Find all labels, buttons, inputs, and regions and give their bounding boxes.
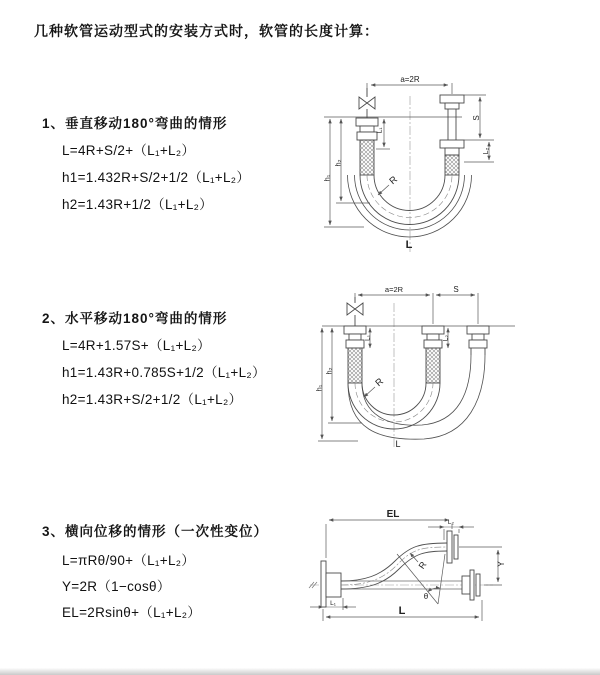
dimension-lines xyxy=(324,83,494,227)
radius-label: R xyxy=(416,559,429,571)
section-1-heading: 1、垂直移动180°弯曲的情形 xyxy=(42,116,228,131)
middle-pipe-fitting xyxy=(422,326,444,383)
section-2-formula-L: L=4R+1.57S+（L₁+L₂） xyxy=(62,338,211,353)
section-3-heading: 3、横向位移的情形（一次性变位） xyxy=(42,524,269,539)
hose-u-bend xyxy=(348,175,472,237)
dim-label-h2-inner: h₂ xyxy=(324,367,334,375)
hose-displaced-position xyxy=(348,355,485,439)
lower-right-flange xyxy=(462,570,480,600)
hose-displaced-s-curve xyxy=(341,543,447,589)
section-3-formula-EL: EL=2Rsinθ+（L₁+L₂） xyxy=(62,605,202,620)
diagram-horizontal-180-bend xyxy=(310,283,592,455)
dim-label-l2: L₂ xyxy=(442,334,450,342)
dim-label-l1: L₁ xyxy=(376,127,384,134)
length-label: L xyxy=(398,605,406,617)
section-1-formula-h1: h1=1.432R+S/2+1/2（L₁+L₂） xyxy=(62,170,251,185)
braided-hose-section xyxy=(426,348,440,383)
dim-label-a2r: a=2R xyxy=(400,75,420,84)
section-2-formula-h2: h2=1.43R+S/2+1/2（L₁+L₂） xyxy=(62,392,243,407)
page-title: 几种软管运动型式的安装方式时，软管的长度计算： xyxy=(34,23,379,39)
braided-hose-section xyxy=(348,348,362,383)
dim-label-h1-outer: h₁ xyxy=(314,384,324,392)
section-3-formula-Y: Y=2R（1−cosθ） xyxy=(62,579,171,594)
section-1-formula-h2: h2=1.43R+1/2（L₁+L₂） xyxy=(62,197,213,212)
section-3-formula-L: L=πRθ/90+（L₁+L₂） xyxy=(62,553,196,568)
section-2-heading: 2、水平移动180°弯曲的情形 xyxy=(42,311,228,326)
dim-label-l1: L₁ xyxy=(364,335,372,341)
length-label: L xyxy=(405,239,413,251)
length-label: L xyxy=(395,439,401,449)
dim-label-l2: L₂ xyxy=(483,147,490,155)
left-pipe-fitting xyxy=(356,118,378,175)
dim-label-h2-outer: h₁ xyxy=(322,174,332,182)
dim-label-el: EL xyxy=(386,509,400,520)
right-pipe-fitting xyxy=(440,95,464,175)
dim-label-l1: L₁ xyxy=(330,600,336,607)
radius-label: R xyxy=(373,376,386,390)
braided-hose-section xyxy=(360,140,374,175)
left-pipe-fitting xyxy=(344,326,366,383)
diagram-vertical-180-bend xyxy=(312,70,594,262)
right-pipe-fitting xyxy=(467,326,489,355)
scan-edge-shadow xyxy=(0,668,600,675)
radius-label: R xyxy=(387,174,400,188)
braided-hose-section xyxy=(445,155,459,175)
dim-label-y: Y xyxy=(496,560,506,568)
upper-right-flange xyxy=(447,531,458,563)
dimension-lines xyxy=(318,293,515,441)
section-2-formula-h1: h1=1.43R+0.785S+1/2（L₁+L₂） xyxy=(62,365,266,380)
dim-label-a2r: a=2R xyxy=(384,285,404,294)
dim-label-l2: L₂ xyxy=(447,519,455,526)
valve-icon xyxy=(347,297,363,326)
section-1-formula-L: L=4R+S/2+（L₁+L₂） xyxy=(62,143,196,158)
dim-label-s: S xyxy=(453,285,459,294)
dim-label-s: S xyxy=(472,115,481,121)
angle-label: θ xyxy=(423,592,429,601)
dim-label-h1-inner: h₂ xyxy=(333,159,343,167)
diagram-lateral-displacement xyxy=(298,500,598,652)
valve-icon xyxy=(359,88,375,118)
hose-u-bend xyxy=(348,355,485,439)
